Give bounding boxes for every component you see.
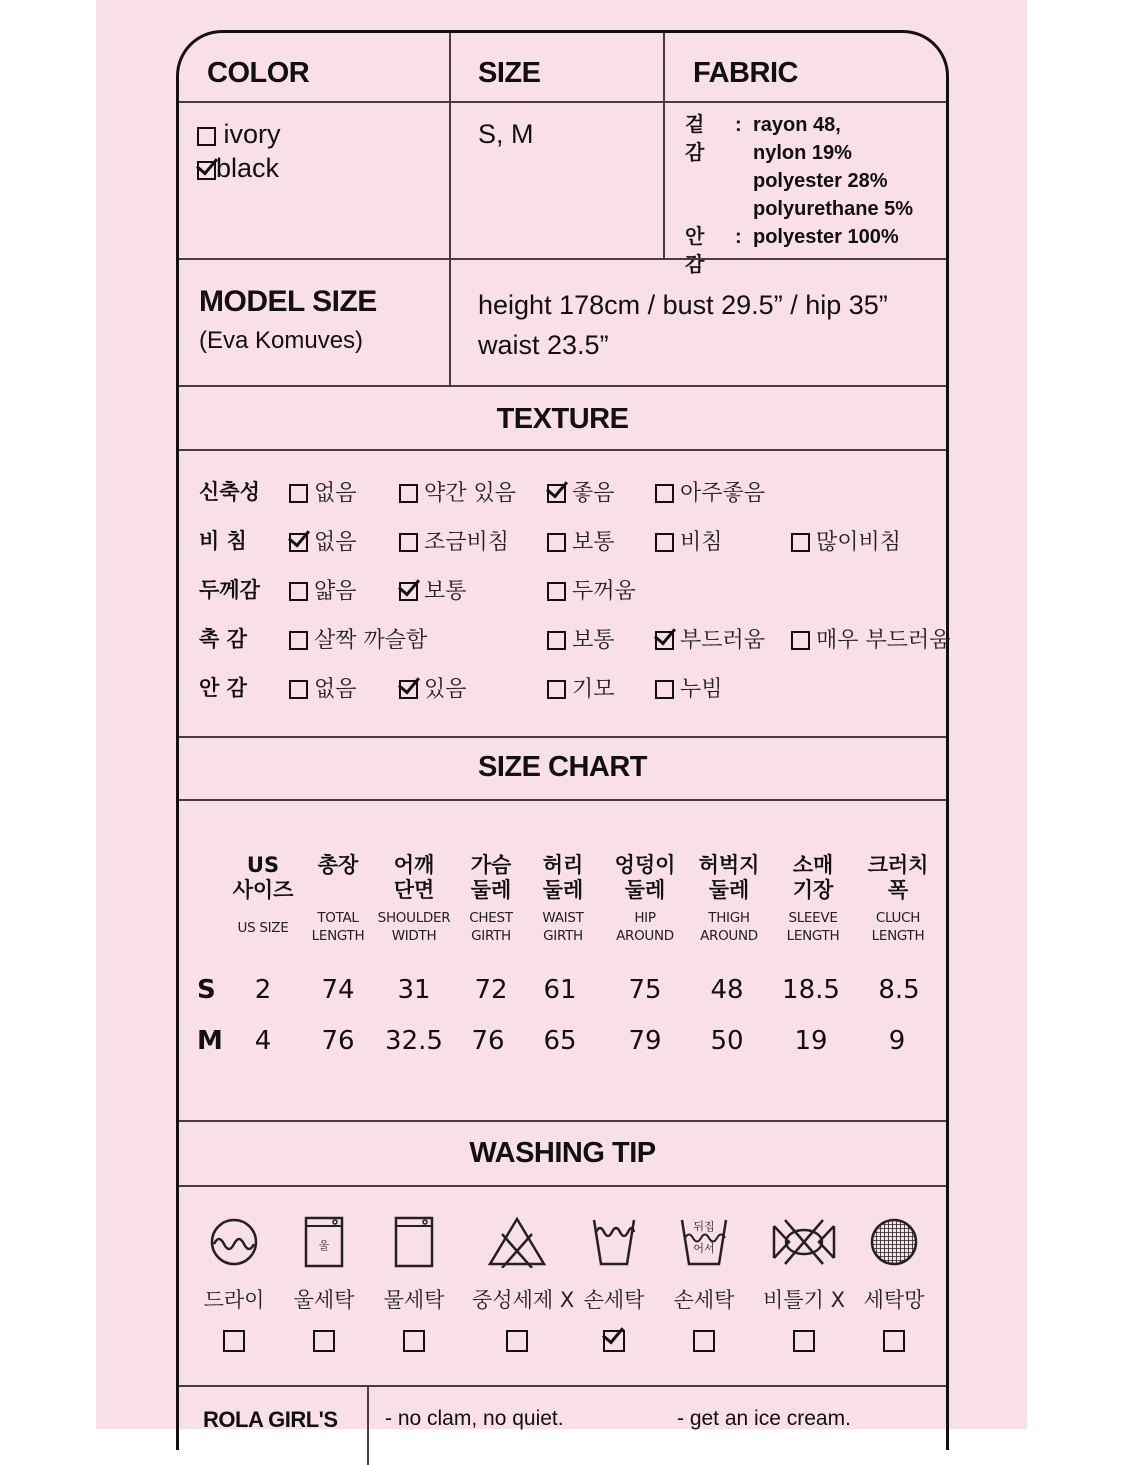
checkbox-checked[interactable]	[399, 680, 418, 699]
model-measurements: height 178cm / bust 29.5” / hip 35” waist 23.5”	[478, 290, 888, 360]
outer-fabric-label: 겉감	[685, 114, 705, 164]
table-cell: 65	[543, 1026, 577, 1056]
column-header: 엉덩이 둘레 HIP AROUND	[614, 853, 676, 944]
hand-wash-icon	[591, 1216, 637, 1268]
checkbox[interactable]	[547, 533, 566, 552]
divider	[663, 33, 665, 258]
lining-fabric-list: polyester 100%	[753, 226, 899, 248]
divider	[179, 1385, 946, 1387]
checkbox[interactable]	[883, 1330, 905, 1352]
checkbox-checked[interactable]	[547, 484, 566, 503]
checkbox[interactable]	[313, 1330, 335, 1352]
texture-option[interactable]: 좋음	[547, 476, 615, 507]
texture-option[interactable]: 아주좋음	[655, 476, 765, 507]
row-label-s: S	[197, 975, 216, 1005]
fabric-heading: FABRIC	[693, 57, 798, 89]
table-cell: 75	[628, 975, 662, 1005]
row-label-m: M	[197, 1026, 223, 1056]
texture-option[interactable]: 누빔	[655, 672, 723, 703]
checkbox[interactable]	[289, 680, 308, 699]
checkbox[interactable]	[791, 631, 810, 650]
size-heading: SIZE	[478, 57, 541, 89]
size-values: S, M	[478, 119, 534, 149]
texture-option[interactable]: 두꺼움	[547, 574, 636, 605]
table-cell: 79	[628, 1026, 662, 1056]
texture-option[interactable]: 많이비침	[791, 525, 901, 556]
column-header: 어깨 단면 SHOULDER WIDTH	[377, 853, 451, 944]
checkbox[interactable]	[506, 1330, 528, 1352]
divider	[449, 33, 451, 385]
footer-tip: - no clam, no quiet.	[385, 1407, 564, 1430]
table-cell: 76	[321, 1026, 355, 1056]
size-chart-heading: SIZE CHART	[478, 751, 647, 783]
texture-option[interactable]: 얇음	[289, 574, 357, 605]
texture-heading: TEXTURE	[496, 403, 629, 435]
wash-item-water[interactable]: 물세탁	[369, 1216, 459, 1353]
checkbox[interactable]	[655, 484, 674, 503]
texture-option[interactable]: 기모	[547, 672, 615, 703]
column-header: 허리 둘레 WAIST GIRTH	[542, 853, 584, 944]
texture-option[interactable]: 보통	[547, 623, 615, 654]
checkbox-checked[interactable]	[289, 533, 308, 552]
checkbox[interactable]	[399, 533, 418, 552]
texture-option[interactable]: 없음	[289, 672, 357, 703]
info-card: COLOR SIZE FABRIC ivory black S, M 겉감 : rayon 48, nylon 19% polyester 28% polyurethane 5% 안감 : polyester 100% MODEL SIZE (Eva Komuves) height 178cm / bust 29.5” / hip 35” waist 23.5” TEXTURE 신축성 없음 약간 있음 좋음 아주좋음 비 침 없음 조금비침 보통 비침 많이비침 두께감 얇음 보통 두꺼움 촉 감 살짝 까슬함 보통 부드러움 매우 부드러움 안 감 없음 있음 기모 누빔 SIZE CHART US 사이즈 US SIZE 총장 TOTAL LENGTH 어깨 단면 SHOULDER WIDTH 가슴 둘레 CHEST GIRTH 허리 둘레 WAIST GIRTH 엉덩이 둘레 HIP AROUND 허벅지 둘레 THIGH AROUND 소매 기장 SLEEVE LENGTH 크러치 폭 CLUCH LENGTH S 2 74 31 72 61 75 48 18.5 8.5 M 4 76 32.5 76 65 79 50 19 9 WASHING TIP 드라이 울 울세탁 물세탁 중성세제 X 손세탁 뒤집 어서 손세탁 비틀기 X 세탁망 ROLA GIRL'S - no clam, no quiet. - get an ice cream.	[176, 30, 949, 1450]
outer-fabric-list: rayon 48, nylon 19% polyester 28% polyurethane 5%	[753, 114, 914, 220]
checkbox-checked[interactable]	[603, 1330, 625, 1352]
model-size-heading: MODEL SIZE	[199, 285, 377, 318]
texture-option[interactable]: 부드러움	[655, 623, 765, 654]
wash-item-no-wringing[interactable]: 비틀기 X	[759, 1216, 849, 1353]
table-cell: 74	[321, 975, 355, 1005]
divider	[179, 258, 946, 260]
divider	[179, 736, 946, 738]
checkbox[interactable]	[655, 533, 674, 552]
column-header: 소매 기장 SLEEVE LENGTH	[786, 853, 840, 944]
wash-item-hand-wash[interactable]: 손세탁	[569, 1216, 659, 1353]
divider	[179, 101, 946, 103]
checkbox[interactable]	[547, 631, 566, 650]
brand-name: ROLA GIRL'S	[203, 1407, 338, 1432]
table-cell: 48	[710, 975, 744, 1005]
table-cell: 2	[254, 975, 272, 1005]
divider	[179, 1185, 946, 1187]
table-cell: 31	[397, 975, 431, 1005]
texture-option[interactable]: 조금비침	[399, 525, 509, 556]
inside-out-wash-icon	[679, 1216, 729, 1268]
checkbox[interactable]	[289, 582, 308, 601]
footer-tip: - get an ice cream.	[677, 1407, 851, 1430]
column-header: 허벅지 둘레 THIGH AROUND	[698, 853, 760, 944]
product-info-page	[96, 0, 1027, 1432]
table-cell: 50	[710, 1026, 744, 1056]
no-bleach-icon	[487, 1216, 547, 1268]
divider	[179, 385, 946, 387]
column-header: 크러치 폭 CLUCH LENGTH	[867, 853, 929, 944]
checkbox[interactable]	[793, 1330, 815, 1352]
table-cell: 8.5	[878, 975, 920, 1005]
checkbox[interactable]	[547, 582, 566, 601]
table-cell: 32.5	[385, 1026, 443, 1056]
machine-wash-icon	[393, 1216, 435, 1268]
checkbox[interactable]	[403, 1330, 425, 1352]
table-cell: 72	[474, 975, 508, 1005]
checkbox[interactable]	[289, 631, 308, 650]
checkbox[interactable]	[547, 680, 566, 699]
laundry-net-icon	[868, 1216, 920, 1268]
checkbox-black-checked[interactable]	[197, 161, 216, 180]
column-header: US 사이즈 US SIZE	[232, 853, 294, 936]
checkbox-checked[interactable]	[399, 582, 418, 601]
texture-option[interactable]: 보통	[547, 525, 615, 556]
divider	[179, 1120, 946, 1122]
wool-wash-icon	[303, 1216, 345, 1268]
color-options	[197, 117, 281, 185]
texture-option[interactable]: 있음	[399, 672, 467, 703]
checkbox[interactable]	[289, 484, 308, 503]
checkbox[interactable]	[399, 484, 418, 503]
wash-item-wool[interactable]: 울 울세탁	[279, 1216, 369, 1353]
color-option-black[interactable]: black	[197, 151, 281, 185]
table-cell: 19	[794, 1026, 828, 1056]
table-cell: 4	[254, 1026, 272, 1056]
washing-tip-heading: WASHING TIP	[469, 1137, 656, 1169]
color-heading: COLOR	[207, 57, 310, 89]
wash-item-no-neutral-detergent[interactable]: 중성세제 X	[472, 1216, 562, 1353]
wash-item-dry[interactable]: 드라이	[189, 1216, 279, 1353]
table-cell: 61	[543, 975, 577, 1005]
checkbox[interactable]	[791, 533, 810, 552]
lining-fabric-label: 안감	[685, 226, 705, 276]
column-header: 가슴 둘레 CHEST GIRTH	[469, 853, 513, 944]
model-name: (Eva Komuves)	[199, 327, 364, 354]
checkbox[interactable]	[223, 1330, 245, 1352]
wash-item-laundry-net[interactable]: 세탁망	[849, 1216, 939, 1353]
divider	[179, 449, 946, 451]
checkbox-checked[interactable]	[655, 631, 674, 650]
texture-option[interactable]: 없음	[289, 476, 357, 507]
texture-option[interactable]: 보통	[399, 574, 467, 605]
texture-option[interactable]: 없음	[289, 525, 357, 556]
no-wring-icon	[771, 1216, 837, 1268]
table-cell: 9	[888, 1026, 906, 1056]
color-option-ivory[interactable]: ivory	[197, 117, 281, 151]
checkbox[interactable]	[655, 680, 674, 699]
dry-clean-icon	[208, 1216, 260, 1268]
column-header: 총장 TOTAL LENGTH	[311, 853, 365, 944]
texture-option[interactable]: 약간 있음	[399, 476, 516, 507]
texture-option[interactable]: 살짝 까슬함	[289, 623, 427, 654]
checkbox-ivory[interactable]	[197, 127, 216, 146]
texture-option[interactable]: 비침	[655, 525, 723, 556]
texture-option[interactable]: 매우 부드러움	[791, 623, 951, 654]
divider	[367, 1385, 369, 1465]
wash-item-hand-wash-inside-out[interactable]: 뒤집 어서 손세탁	[659, 1216, 749, 1353]
svg-text:뒤집: 뒤집	[693, 1220, 715, 1233]
svg-text:울: 울	[318, 1239, 330, 1252]
table-cell: 76	[471, 1026, 505, 1056]
svg-text:어서: 어서	[693, 1242, 715, 1255]
divider	[179, 799, 946, 801]
table-cell: 18.5	[782, 975, 840, 1005]
checkbox[interactable]	[693, 1330, 715, 1352]
